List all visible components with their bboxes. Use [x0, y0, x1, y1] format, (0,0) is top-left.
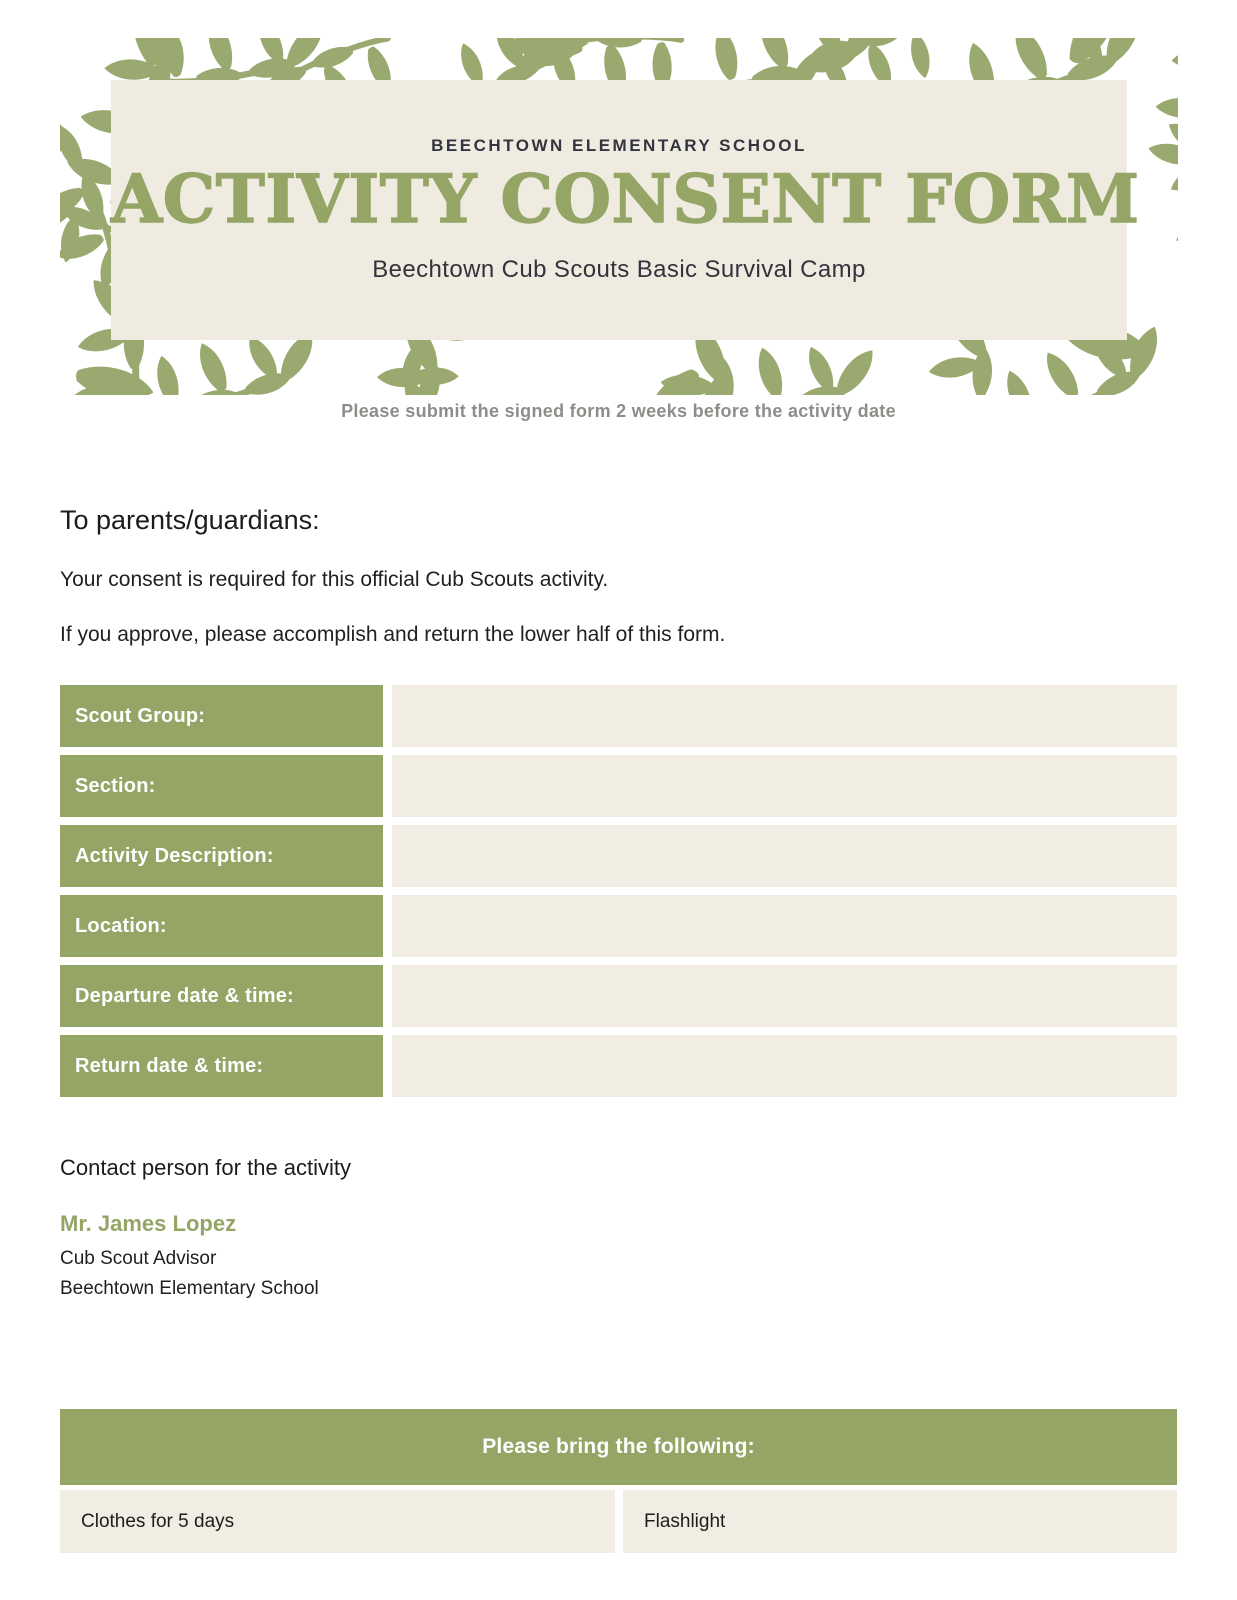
form-row-section: [60, 755, 1177, 817]
location-field[interactable]: [392, 895, 1177, 957]
section-label: Section:: [60, 755, 383, 817]
departure-field[interactable]: [392, 965, 1177, 1027]
departure-label: Departure date & time:: [60, 965, 383, 1027]
form-title: ACTIVITY CONSENT FORM: [111, 160, 1140, 238]
return-label: Return date & time:: [60, 1035, 383, 1097]
submission-note: Please submit the signed form 2 weeks before the activity date: [341, 401, 896, 421]
school-name: BEECHTOWN ELEMENTARY SCHOOL: [431, 136, 807, 155]
return-field[interactable]: [392, 1035, 1177, 1097]
contact-name: Mr. James Lopez: [60, 1211, 237, 1236]
activity-subtitle: Beechtown Cub Scouts Basic Survival Camp: [372, 256, 866, 283]
contact-heading: Contact person for the activity: [60, 1155, 352, 1180]
form-row-activity-description: [60, 825, 1177, 887]
bring-item-2: Flashlight: [623, 1490, 1177, 1553]
form-row-location: [60, 895, 1177, 957]
bring-banner: [60, 1409, 1177, 1485]
intro-heading: To parents/guardians:: [60, 505, 320, 535]
activity-description-field[interactable]: [392, 825, 1177, 887]
title-card: [111, 80, 1140, 340]
header-banner: [60, 38, 1178, 395]
bring-item-1: Clothes for 5 days: [60, 1490, 615, 1553]
activity-description-label: Activity Description:: [60, 825, 383, 887]
form-row-scout-group: [60, 685, 1177, 747]
bring-heading: Please bring the following:: [482, 1435, 755, 1458]
contact-role: Cub Scout Advisor: [60, 1248, 217, 1269]
scout-group-field[interactable]: [392, 685, 1177, 747]
location-label: Location:: [60, 895, 383, 957]
form-row-departure: [60, 965, 1177, 1027]
scout-group-label: Scout Group:: [60, 685, 383, 747]
intro-line-1: Your consent is required for this official Cub Scouts activity.: [60, 568, 609, 591]
section-field[interactable]: [392, 755, 1177, 817]
contact-organization: Beechtown Elementary School: [60, 1278, 319, 1299]
form-row-return: [60, 1035, 1177, 1097]
intro-line-2: If you approve, please accomplish and return the lower half of this form.: [60, 623, 726, 646]
